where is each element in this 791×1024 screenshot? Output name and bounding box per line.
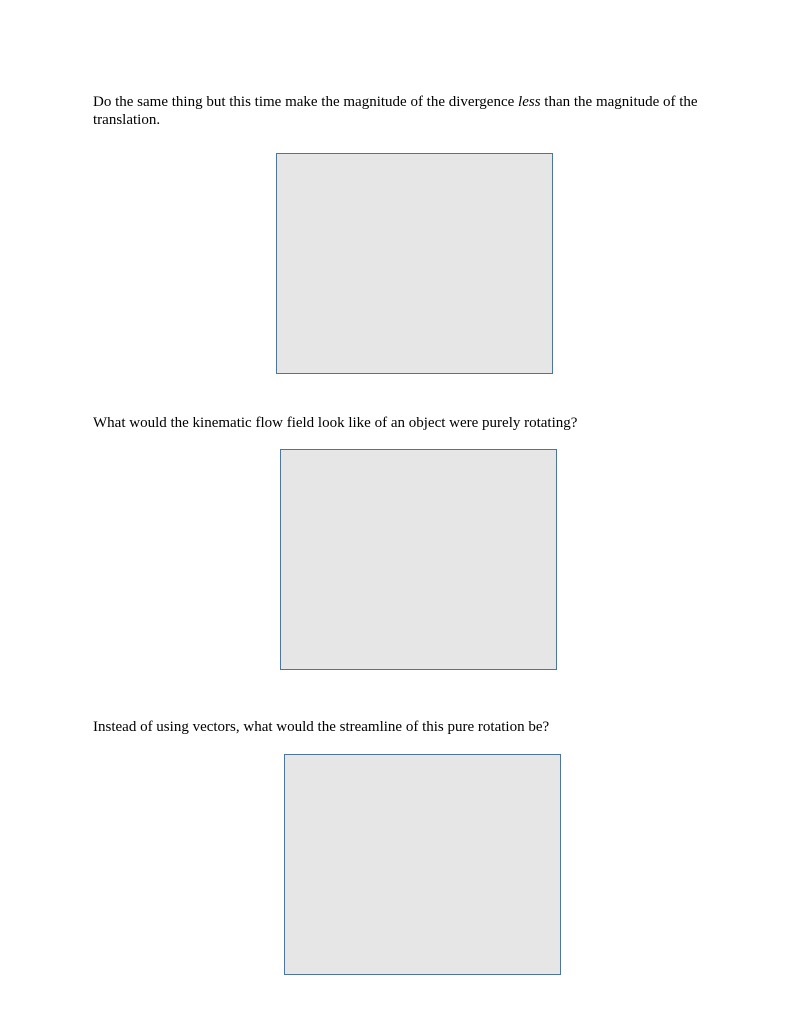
answer-box-2[interactable]	[280, 449, 557, 670]
question-streamline: Instead of using vectors, what would the streamline of this pure rotation be?	[93, 719, 550, 735]
answer-box-1[interactable]	[276, 153, 553, 374]
question-1-text-start: Do the same thing but this time make the magnitude of the divergence	[93, 94, 519, 110]
question-1-text-end: than the magnitude of the translation.	[93, 94, 698, 128]
answer-box-3[interactable]	[284, 754, 561, 975]
question-1-emphasis: less	[518, 94, 541, 110]
question-divergence-less	[93, 93, 713, 129]
question-pure-rotation: What would the kinematic flow field look like of an object were purely rotating?	[93, 415, 578, 431]
